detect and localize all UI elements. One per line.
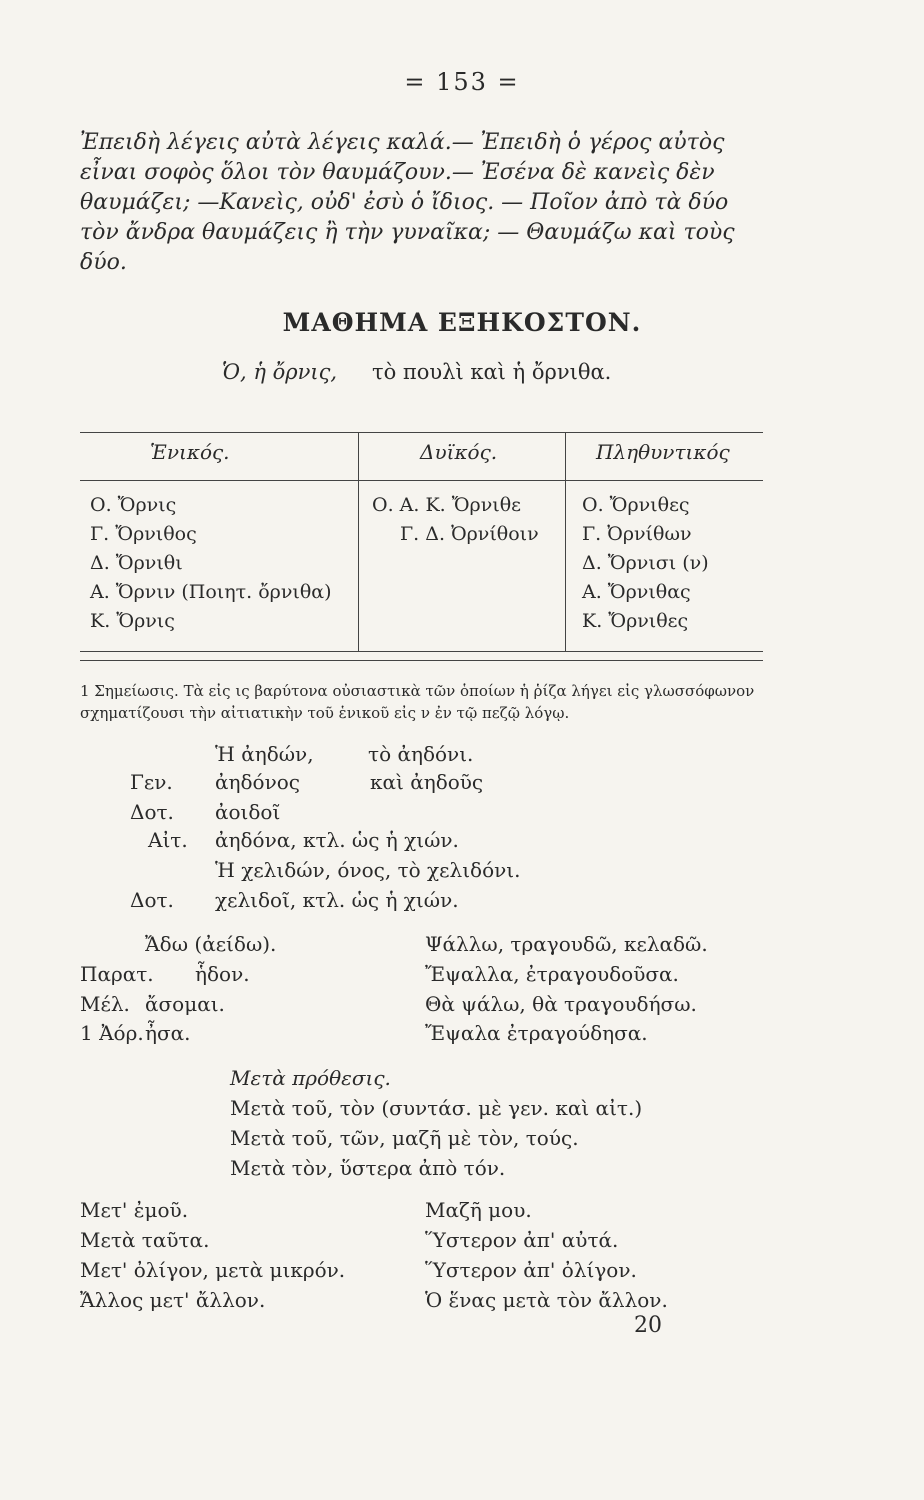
phrase-right-3: Ὁ ἕνας μετὰ τὸν ἄλλον. <box>425 1288 668 1312</box>
plural-acc: Α. Ὄρνιθας <box>582 581 691 603</box>
phrase-left-3: Ἄλλος μετ' ἄλλον. <box>80 1288 266 1312</box>
footnote-rule <box>80 660 763 661</box>
phrase-right-0: Μαζῆ μου. <box>425 1198 532 1222</box>
singular-dat: Δ. Ὄρνιθι <box>90 552 183 574</box>
verb-right-1: Ἔψαλλα, ἐτραγουδοῦσα. <box>425 962 679 986</box>
header-plural: Πληθυντικός <box>596 440 730 464</box>
phrase-left-2: Μετ' ὀλίγον, μετὰ μικρόν. <box>80 1258 346 1282</box>
dual-nom-acc-voc: Ο. Α. Κ. Ὄρνιθε <box>372 494 521 516</box>
phrase-left-0: Μετ' ἐμοῦ. <box>80 1198 189 1222</box>
aedon-line-1a: Ἡ ἀηδών, <box>215 742 314 766</box>
singular-gen: Γ. Ὄρνιθος <box>90 523 197 545</box>
verb-left-3: ἦσα. <box>145 1021 191 1045</box>
meta-line-2: Μετὰ τοῦ, τῶν, μαζῆ μὲ τὸν, τούς. <box>230 1126 579 1150</box>
plural-dat: Δ. Ὄρνισι (ν) <box>582 552 709 574</box>
verb-label-2: Μέλ. <box>80 992 130 1016</box>
intro-paragraph: Ἐπειδὴ λέγεις αὐτὰ λέγεις καλά.— Ἐπειδὴ ὁ γέρος αὐτὸς εἶναι σοφὸς ὅλοι τὸν θαυμάζουν.— Ἐσένα δὲ κανεὶς δὲν θαυμάζει; —Κανεὶς, οὐδ' ἐσὺ ὁ ἴδιος. — Ποῖον ἀπὸ τὰ δύο τὸν ἄνδρα θαυμάζεις ἢ τὴν γυναῖκα; — Θαυμάζω καὶ τοὺς δύο. <box>80 130 735 275</box>
table-col-divider-1 <box>358 432 359 652</box>
chelidon-dat-form: χελιδοῖ, κτλ. ὡς ἡ χιών. <box>215 888 459 912</box>
aedon-dat-form: ἀοιδοῖ <box>215 800 281 824</box>
singular-nom: Ο. Ὄρνις <box>90 494 177 516</box>
plural-nom: Ο. Ὄρνιθες <box>582 494 690 516</box>
phrase-right-2: Ὕστερον ἀπ' ὀλίγον. <box>425 1258 637 1282</box>
footnote: 1 Σημείωσις. Τὰ εἰς ις βαρύτονα οὐσιαστικὰ τῶν ὁποίων ἡ ῥίζα λήγει εἰς γλωσσόφωνον σχηματίζουσι τὴν αἰτιατικὴν τοῦ ἑνικοῦ εἰς ν ἐν τῷ πεζῷ λόγῳ. <box>80 682 755 722</box>
header-singular: Ἑνικός. <box>150 440 230 464</box>
lesson-title: ΜΑΘΗΜΑ ΕΞΗΚΟΣΤΟΝ. <box>282 308 642 337</box>
verb-left-2: ἄσομαι. <box>145 992 225 1016</box>
verb-label-3: 1 Ἀόρ. <box>80 1021 144 1045</box>
verb-right-3: Ἔψαλα ἐτραγούδησα. <box>425 1021 648 1045</box>
plural-voc: Κ. Ὄρνιθες <box>582 610 689 632</box>
verb-right-0: Ψάλλω, τραγουδῶ, κελαδῶ. <box>425 932 708 956</box>
verb-label-1: Παρατ. <box>80 962 154 986</box>
meta-heading: Μετὰ πρόθεσις. <box>230 1066 391 1090</box>
singular-acc: Α. Ὄρνιν (Ποιητ. ὄρνιθα) <box>90 581 332 603</box>
verb-left-0: Ἄδω (ἀείδω). <box>145 932 277 956</box>
subtitle-right: τὸ πουλὶ καὶ ἡ ὄρνιθα. <box>372 360 612 384</box>
page-number: = 153 = <box>404 68 520 96</box>
dual-gen-dat: Γ. Δ. Ὀρνίθοιν <box>400 523 539 545</box>
aedon-gen-form: ἀηδόνος <box>215 770 300 794</box>
aedon-dat-label: Δοτ. <box>130 800 174 824</box>
aedon-acc-label: Αἰτ. <box>148 828 188 852</box>
phrase-right-1: Ὕστερον ἀπ' αὐτά. <box>425 1228 619 1252</box>
plural-gen: Γ. Ὀρνίθων <box>582 523 692 545</box>
verb-left-1: ἧδον. <box>195 962 250 986</box>
aedon-gen-label: Γεν. <box>130 770 173 794</box>
chelidon-dat-label: Δοτ. <box>130 888 174 912</box>
meta-line-1: Μετὰ τοῦ, τὸν (συντάσ. μὲ γεν. καὶ αἰτ.) <box>230 1096 643 1120</box>
header-dual: Δυϊκός. <box>420 440 498 464</box>
table-col-divider-2 <box>565 432 566 652</box>
aedon-gen-alt: καὶ ἀηδοῦς <box>370 770 484 794</box>
singular-voc: Κ. Ὄρνις <box>90 610 175 632</box>
verb-right-2: Θὰ ψάλω, θὰ τραγουδήσω. <box>425 992 697 1016</box>
aedon-acc-form: ἀηδόνα, κτλ. ὡς ἡ χιών. <box>215 828 459 852</box>
phrase-left-1: Μετὰ ταῦτα. <box>80 1228 210 1252</box>
table-header-rule <box>80 480 763 481</box>
aedon-line-1b: τὸ ἀηδόνι. <box>368 742 474 766</box>
meta-line-3: Μετὰ τὸν, ὕστερα ἀπὸ τόν. <box>230 1156 506 1180</box>
signature-mark: 20 <box>634 1313 662 1338</box>
chelidon-line: Ἡ χελιδών, όνος, τὸ χελιδόνι. <box>215 858 521 882</box>
subtitle-left <box>222 360 337 384</box>
subtitle-left-text: Ὁ, ἡ ὄρνις, <box>222 360 338 384</box>
